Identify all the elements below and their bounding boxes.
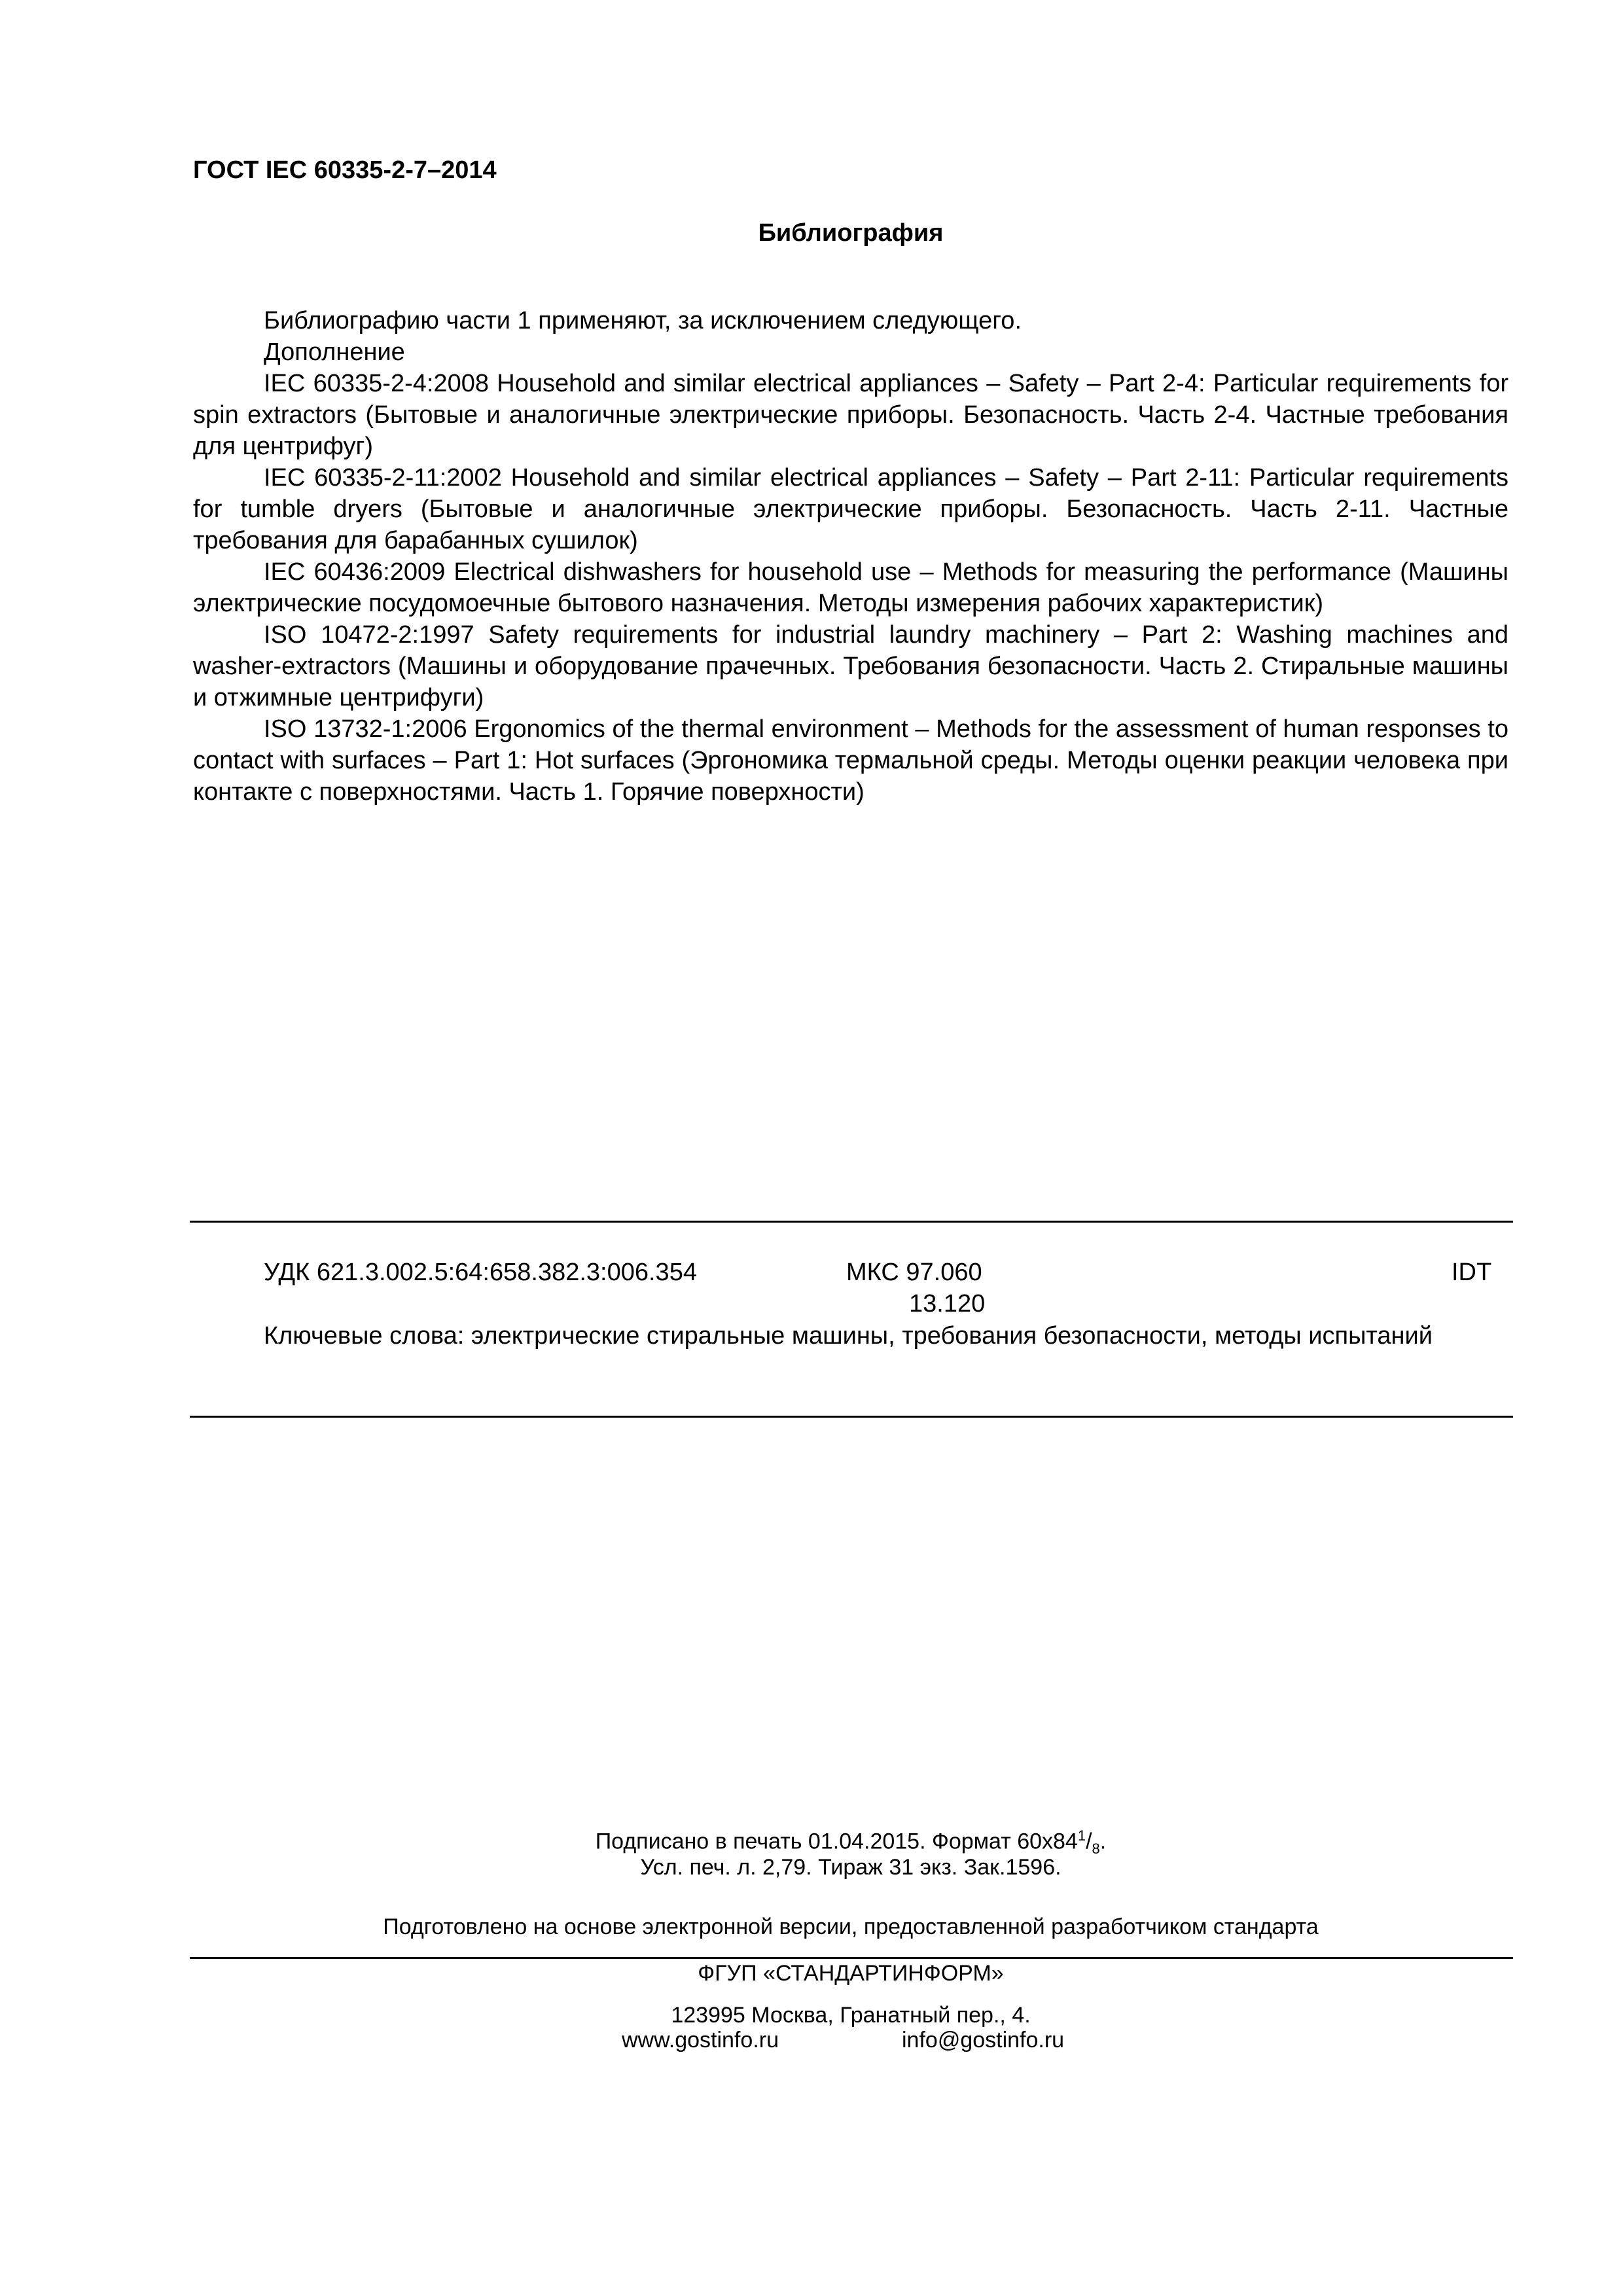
bibliography-entry: IEC 60436:2009 Electrical dishwashers for household use – Methods for measuring the performance (Машины электрические посудомоечные бытового назначения. Методы измерения рабочих характеристик) bbox=[193, 558, 1508, 617]
bibliography-entry: ISO 10472-2:1997 Safety requirements for industrial laundry machinery – Part 2: Washing machines and washer-extractors (Машины и оборудование прачечных. Требования безопасности. Часть 2. Стиральные машины и отжимные центрифуги) bbox=[193, 621, 1508, 711]
bibliography-entry: ISO 13732-1:2006 Ergonomics of the thermal environment – Methods for the assessment of human responses to contact with surfaces – Part 1: Hot surfaces (Эргономика термальной среды. Методы оценки реакции человека при контакте с поверхностями. Часть 1. Горячие поверхности) bbox=[193, 715, 1508, 806]
signed-text: Подписано в печать 01.04.2015. Формат 60x84 bbox=[595, 1829, 1078, 1854]
signed-for-print: Подписано в печать 01.04.2015. Формат $60x84^1/_8$. bbox=[595, 1827, 1107, 1857]
format-denominator: 8 bbox=[1092, 1840, 1100, 1857]
section-title: Библиография bbox=[758, 219, 944, 247]
bibliography-intro: Библиографию части 1 применяют, за исключением следующего. bbox=[264, 307, 1022, 334]
publisher-address: 123995 Москва, Гранатный пер., 4. bbox=[671, 2003, 1031, 2028]
print-details: Усл. печ. л. 2,79. Тираж 31 экз. Зак.1596. bbox=[640, 1855, 1061, 1880]
format-numerator: 1 bbox=[1077, 1827, 1086, 1844]
prepared-note: Подготовлено на основе электронной версии, предоставленной разработчиком стандарта bbox=[383, 1914, 1319, 1939]
bibliography-body bbox=[193, 305, 1508, 808]
mks-code-line1: МКС 97.060 bbox=[846, 1259, 982, 1286]
publisher-name: ФГУП «СТАНДАРТИНФОРМ» bbox=[698, 1961, 1004, 1986]
website-link[interactable]: www.gostinfo.ru bbox=[622, 2028, 779, 2053]
format-suffix: . bbox=[1099, 1829, 1107, 1854]
bibliography-entry: IEC 60335-2-4:2008 Household and similar electrical appliances – Safety – Part 2-4: Particular requirements for spin extractors (Бытовые и аналогичные электрические приборы. Безопасность. Часть 2-4. Частные требования для центрифуг) bbox=[193, 370, 1508, 460]
mks-code-line2: 13.120 bbox=[909, 1290, 986, 1318]
classification-top-rule bbox=[190, 1221, 1513, 1223]
email-link[interactable]: info@gostinfo.ru bbox=[902, 2028, 1065, 2053]
classification-bottom-rule bbox=[190, 1416, 1513, 1418]
udk-code: УДК 621.3.002.5:64:658.382.3:006.354 bbox=[264, 1259, 697, 1286]
bibliography-entry: IEC 60335-2-11:2002 Household and similar electrical appliances – Safety – Part 2-11: Particular requirements for tumble dryers (Бытовые и аналогичные электрические приборы. Безопасность. Часть 2-11. Частные требования для барабанных сушилок) bbox=[193, 464, 1508, 554]
keywords: Ключевые слова: электрические стиральные машины, требования безопасности, методы испытаний bbox=[264, 1322, 1433, 1350]
document-id: ГОСТ IEC 60335-2-7–2014 bbox=[193, 156, 497, 184]
idt-marker: IDT bbox=[1452, 1259, 1492, 1286]
addition-label: Дополнение bbox=[264, 338, 405, 366]
